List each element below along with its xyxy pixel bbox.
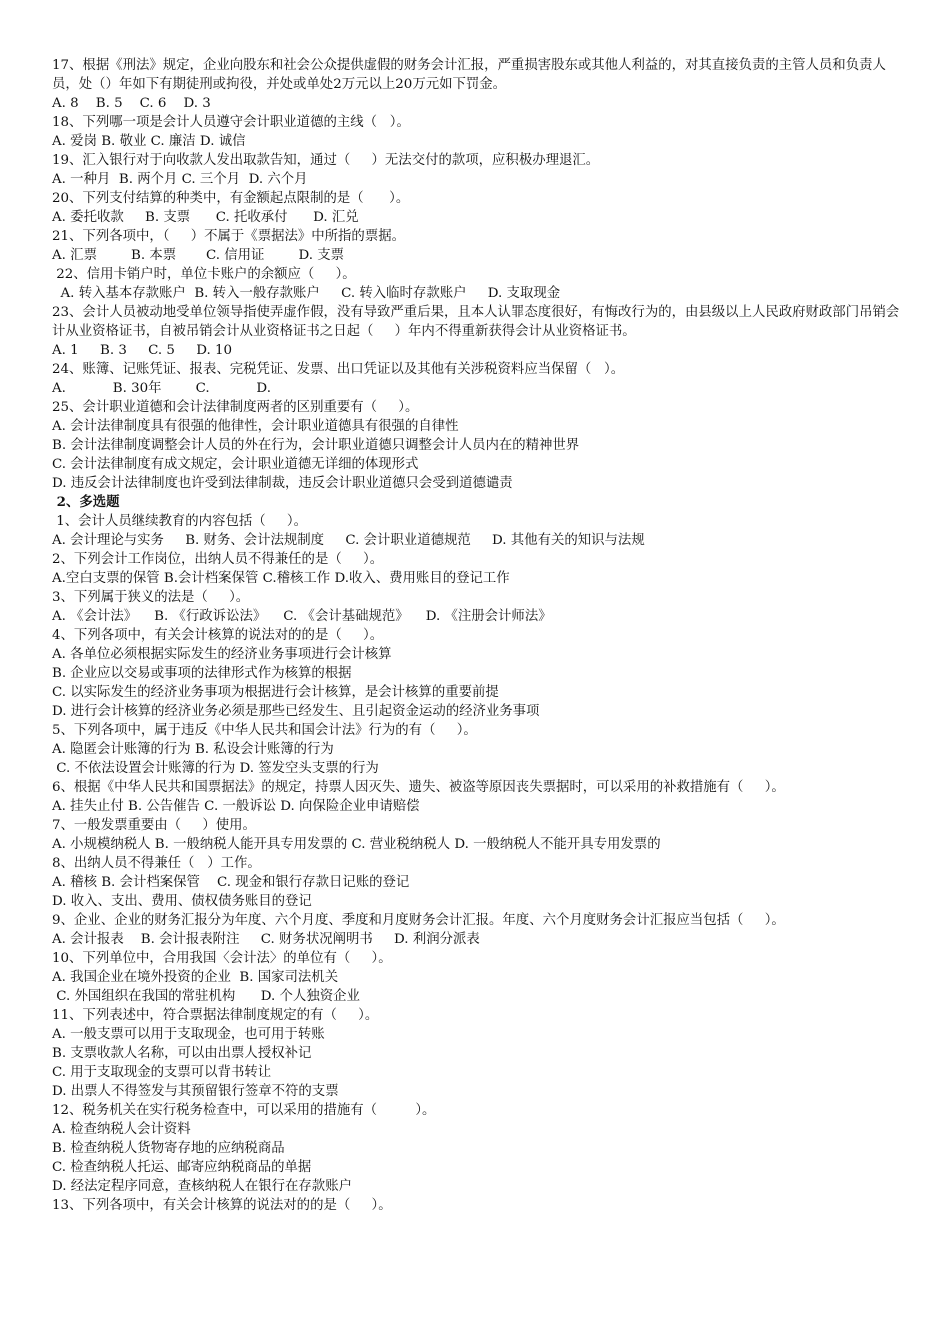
section-heading: 2、多选题 bbox=[52, 494, 120, 510]
text-line: 23、会计人员被动地受单位领导指使弄虚作假，没有导致严重后果，且本人认罪态度很好，有悔改行为的，由县级以上人民政府财政部门吊销会计从业资格证书，自被吊销会计从业资格证书之日起（ ）年内不得重新获得会计从业资格证书。 bbox=[52, 305, 900, 339]
text-line: 19、汇入银行对于向收款人发出取款告知，通过（ ）无法交付的款项，应积极办理退汇。 bbox=[52, 153, 600, 168]
text-line: 20、下列支付结算的种类中，有金额起点限制的是（ ）。 bbox=[52, 191, 410, 206]
text-line: A. 各单位必须根据实际发生的经济业务事项进行会计核算 bbox=[52, 647, 392, 662]
text-line: A. 挂失止付 B. 公告催告 C. 一般诉讼 D. 向保险企业申请赔偿 bbox=[52, 799, 420, 814]
text-line: 4、下列各项中，有关会计核算的说法对的的是（ ）。 bbox=[52, 628, 384, 643]
text-line: A. 《会计法》 B. 《行政诉讼法》 C. 《会计基础规范》 D. 《注册会计师法》 bbox=[52, 609, 552, 624]
text-line: 17、根据《刑法》规定，企业向股东和社会公众提供虚假的财务会计汇报，严重损害股东或其他人利益的，对其直接负责的主管人员和负责人员，处（）年如下有期徒刑或拘役，并处或单处2万元以上20万元如下罚金。 bbox=[52, 58, 886, 92]
text-line: 12、税务机关在实行税务检查中，可以采用的措施有（ ）。 bbox=[52, 1103, 436, 1118]
document-page bbox=[52, 56, 904, 1215]
text-line: 7、一般发票重要由（ ）使用。 bbox=[52, 818, 256, 833]
text-line: 3、下列属于狭义的法是（ ）。 bbox=[52, 590, 250, 605]
text-line: 8、出纳人员不得兼任（ ）工作。 bbox=[52, 856, 261, 871]
text-line: A. 小规模纳税人 B. 一般纳税人能开具专用发票的 C. 营业税纳税人 D. 一般纳税人不能开具专用发票的 bbox=[52, 837, 661, 852]
text-line: D. 进行会计核算的经济业务必须是那些已经发生、且引起资金运动的经济业务事项 bbox=[52, 704, 540, 719]
text-line: A. 稽核 B. 会计档案保管 C. 现金和银行存款日记账的登记 bbox=[52, 875, 410, 890]
text-line: D. 违反会计法律制度也许受到法律制裁，违反会计职业道德只会受到道德谴责 bbox=[52, 476, 513, 491]
text-line: 11、下列表述中，符合票据法律制度规定的有（ ）。 bbox=[52, 1008, 379, 1023]
text-line: C. 不依法设置会计账簿的行为 D. 签发空头支票的行为 bbox=[52, 761, 379, 776]
text-line: D. 出票人不得签发与其预留银行签章不符的支票 bbox=[52, 1084, 339, 1099]
text-line: B. 检查纳税人货物寄存地的应纳税商品 bbox=[52, 1141, 285, 1156]
text-line: C. 检查纳税人托运、邮寄应纳税商品的单据 bbox=[52, 1160, 312, 1175]
text-line: D. 收入、支出、费用、债权债务账目的登记 bbox=[52, 894, 312, 909]
text-line: A. 汇票 B. 本票 C. 信用证 D. 支票 bbox=[52, 248, 345, 263]
text-line: B. 企业应以交易或事项的法律形式作为核算的根据 bbox=[52, 666, 352, 681]
text-line: A. 一种月 B. 两个月 C. 三个月 D. 六个月 bbox=[52, 172, 308, 187]
text-line: A. 委托收款 B. 支票 C. 托收承付 D. 汇兑 bbox=[52, 210, 359, 225]
text-line: A. 转入基本存款账户 B. 转入一般存款账户 C. 转入临时存款账户 D. 支取现金 bbox=[52, 286, 561, 301]
text-line: A. 1 B. 3 C. 5 D. 10 bbox=[52, 343, 233, 358]
text-line: 5、下列各项中，属于违反《中华人民共和国会计法》行为的有（ ）。 bbox=[52, 723, 477, 738]
text-line: 9、企业、企业的财务汇报分为年度、六个月度、季度和月度财务会计汇报。年度、六个月度财务会计汇报应当包括（ ）。 bbox=[52, 913, 785, 928]
text-line: A. 我国企业在境外投资的企业 B. 国家司法机关 bbox=[52, 970, 339, 985]
text-line: 22、信用卡销户时，单位卡账户的余额应（ ）。 bbox=[52, 267, 356, 282]
text-line: A. 一般支票可以用于支取现金，也可用于转账 bbox=[52, 1027, 325, 1042]
text-line: D. 经法定程序同意，查核纳税人在银行在存款账户 bbox=[52, 1179, 352, 1194]
text-line: 25、会计职业道德和会计法律制度两者的区别重要有（ ）。 bbox=[52, 400, 419, 415]
text-line: 1、会计人员继续教育的内容包括（ ）。 bbox=[52, 514, 307, 529]
text-line: C. 用于支取现金的支票可以背书转让 bbox=[52, 1065, 272, 1080]
text-line: 2、下列会计工作岗位，出纳人员不得兼任的是（ ）。 bbox=[52, 552, 384, 567]
text-line: 21、下列各项中，（ ）不属于《票据法》中所指的票据。 bbox=[52, 229, 405, 244]
text-line: 6、根据《中华人民共和国票据法》的规定，持票人因灭失、遗失、被盗等原因丧失票据时，可以采用的补救措施有（ ）。 bbox=[52, 780, 785, 795]
text-line: 10、下列单位中，合用我国〈会计法〉的单位有（ ）。 bbox=[52, 951, 392, 966]
text-line: C. 以实际发生的经济业务事项为根据进行会计核算，是会计核算的重要前提 bbox=[52, 685, 499, 700]
text-line: 13、下列各项中，有关会计核算的说法对的的是（ ）。 bbox=[52, 1198, 392, 1213]
text-line: B. 会计法律制度调整会计人员的外在行为，会计职业道德只调整会计人员内在的精神世界 bbox=[52, 438, 580, 453]
text-line: A. B. 30年 C. D. bbox=[52, 381, 271, 396]
text-line: A. 隐匿会计账簿的行为 B. 私设会计账簿的行为 bbox=[52, 742, 334, 757]
text-line: A. 会计理论与实务 B. 财务、会计法规制度 C. 会计职业道德规范 D. 其他有关的知识与法规 bbox=[52, 533, 645, 548]
text-line: C. 会计法律制度有成文规定，会计职业道德无详细的体现形式 bbox=[52, 457, 419, 472]
text-line: A. 检查纳税人会计资料 bbox=[52, 1122, 191, 1137]
text-line: A. 8 B. 5 C. 6 D. 3 bbox=[52, 96, 211, 111]
text-line: B. 支票收款人名称，可以由出票人授权补记 bbox=[52, 1046, 312, 1061]
text-line: A. 会计法律制度具有很强的他律性，会计职业道德具有很强的自律性 bbox=[52, 419, 459, 434]
text-line: A. 爱岗 B. 敬业 C. 廉洁 D. 诚信 bbox=[52, 134, 246, 149]
text-line: A. 会计报表 B. 会计报表附注 C. 财务状况阐明书 D. 利润分派表 bbox=[52, 932, 480, 947]
text-line: 24、账簿、记账凭证、报表、完税凭证、发票、出口凭证以及其他有关涉税资料应当保留（ ）。 bbox=[52, 362, 625, 377]
text-line: C. 外国组织在我国的常驻机构 D. 个人独资企业 bbox=[52, 989, 360, 1004]
text-line: 18、下列哪一项是会计人员遵守会计职业道德的主线（ ）。 bbox=[52, 115, 410, 130]
text-line: A.空白支票的保管 B.会计档案保管 C.稽核工作 D.收入、费用账目的登记工作 bbox=[52, 571, 510, 586]
